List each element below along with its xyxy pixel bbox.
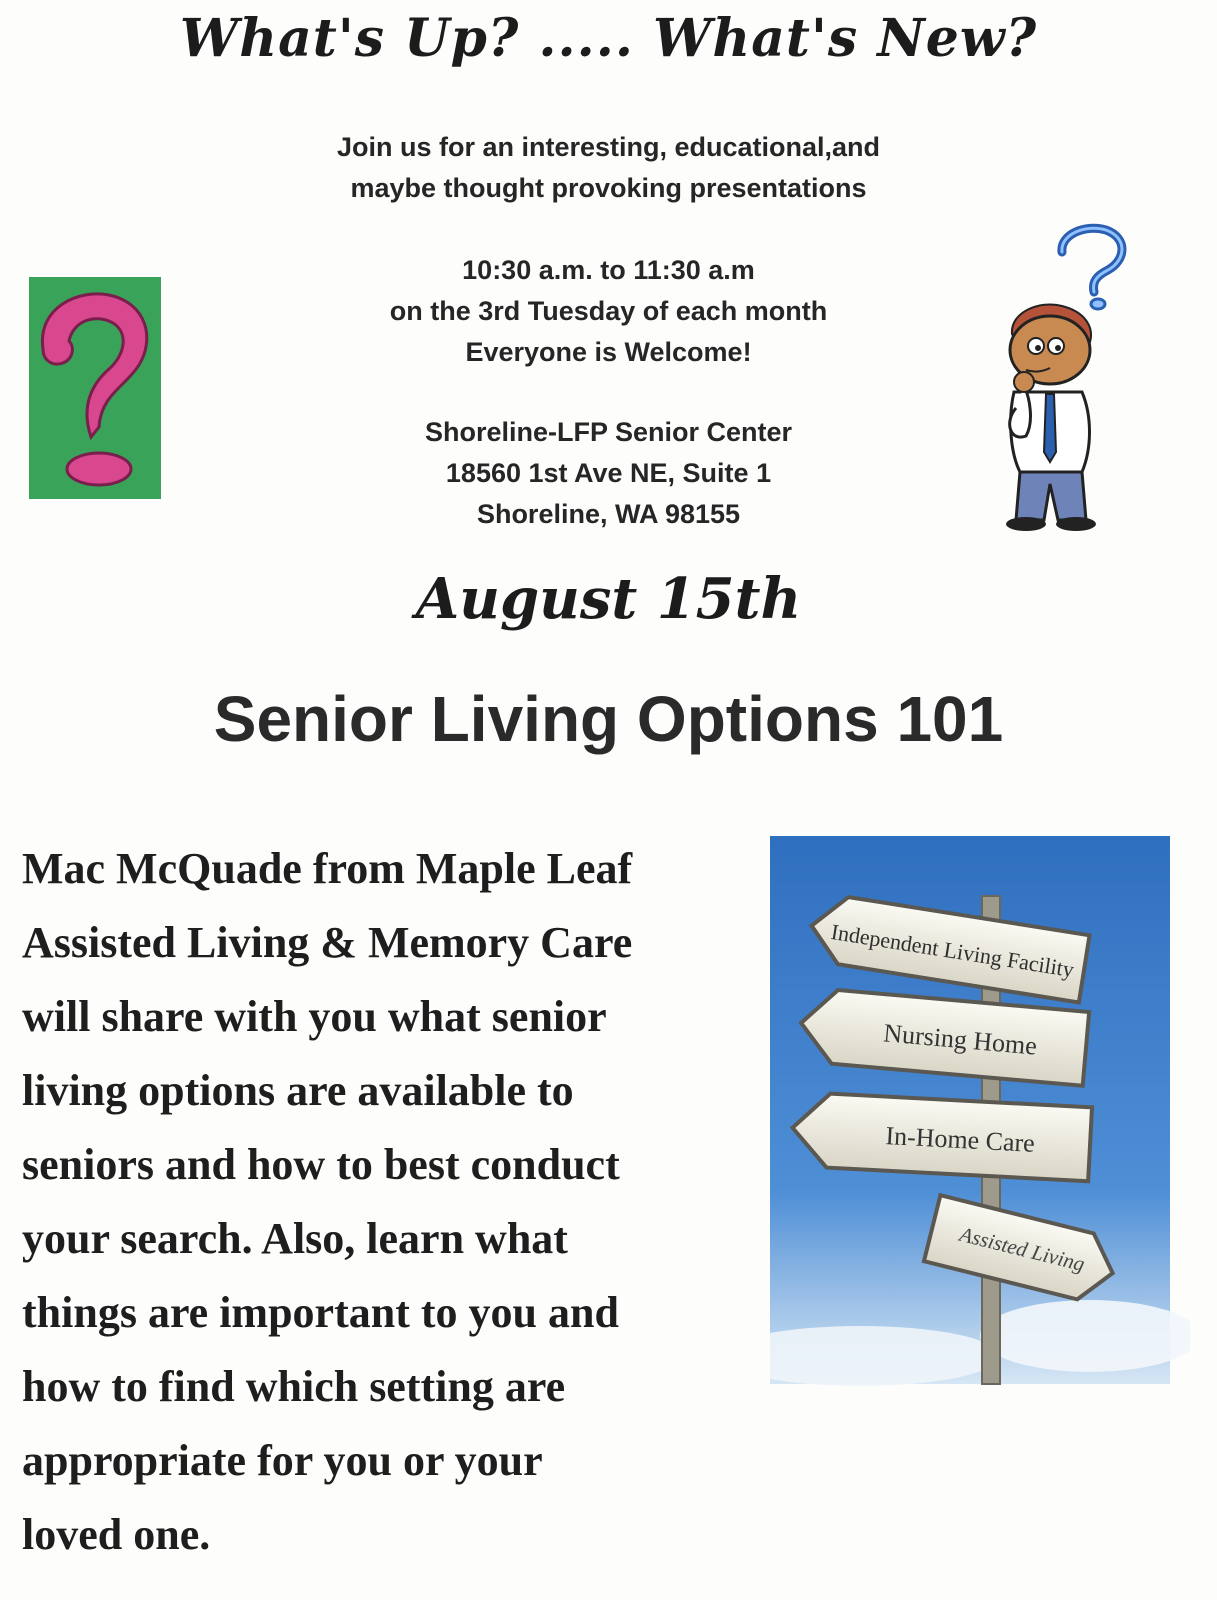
- description-line: Assisted Living & Memory Care: [22, 918, 633, 967]
- description-line: appropriate for you or your: [22, 1436, 543, 1485]
- schedule-frequency: on the 3rd Tuesday of each month: [389, 296, 828, 326]
- description-line: things are important to you and: [22, 1288, 619, 1337]
- thinking-man-icon: [990, 222, 1140, 534]
- schedule-welcome: Everyone is Welcome!: [465, 337, 752, 367]
- event-date: August 15th: [415, 566, 802, 632]
- schedule-block: [230, 250, 987, 373]
- intro-line-2: maybe thought provoking presentations: [350, 173, 867, 203]
- sign-nursing-home: Nursing Home: [882, 1018, 1039, 1061]
- signpost-image: [770, 836, 1190, 1388]
- intro-text: [230, 127, 987, 209]
- sign-in-home-care: In-Home Care: [884, 1121, 1036, 1158]
- venue-city: Shoreline, WA 98155: [476, 499, 741, 529]
- venue-street: 18560 1st Ave NE, Suite 1: [445, 458, 772, 488]
- schedule-time: 10:30 a.m. to 11:30 a.m: [462, 255, 755, 285]
- venue-name: Shoreline-LFP Senior Center: [424, 417, 793, 447]
- description-line: how to find which setting are: [22, 1362, 566, 1411]
- event-description: [22, 832, 782, 1572]
- description-line: Mac McQuade from Maple Leaf: [22, 844, 633, 893]
- sign-independent-living: Independent Living Facility: [829, 918, 1076, 983]
- description-line: living options are available to: [22, 1066, 574, 1115]
- event-title: Senior Living Options 101: [213, 683, 1004, 755]
- description-line: seniors and how to best conduct: [22, 1140, 620, 1189]
- venue-address: [230, 412, 987, 535]
- headline: What's Up? ..... What's New?: [179, 8, 1038, 69]
- sign-assisted-living: Assisted Living: [957, 1221, 1088, 1277]
- description-line: loved one.: [22, 1510, 211, 1559]
- description-line: your search. Also, learn what: [22, 1214, 568, 1263]
- intro-line-1: Join us for an interesting, educational,and: [336, 132, 881, 162]
- question-mark-icon: [29, 277, 161, 499]
- description-line: will share with you what senior: [22, 992, 607, 1041]
